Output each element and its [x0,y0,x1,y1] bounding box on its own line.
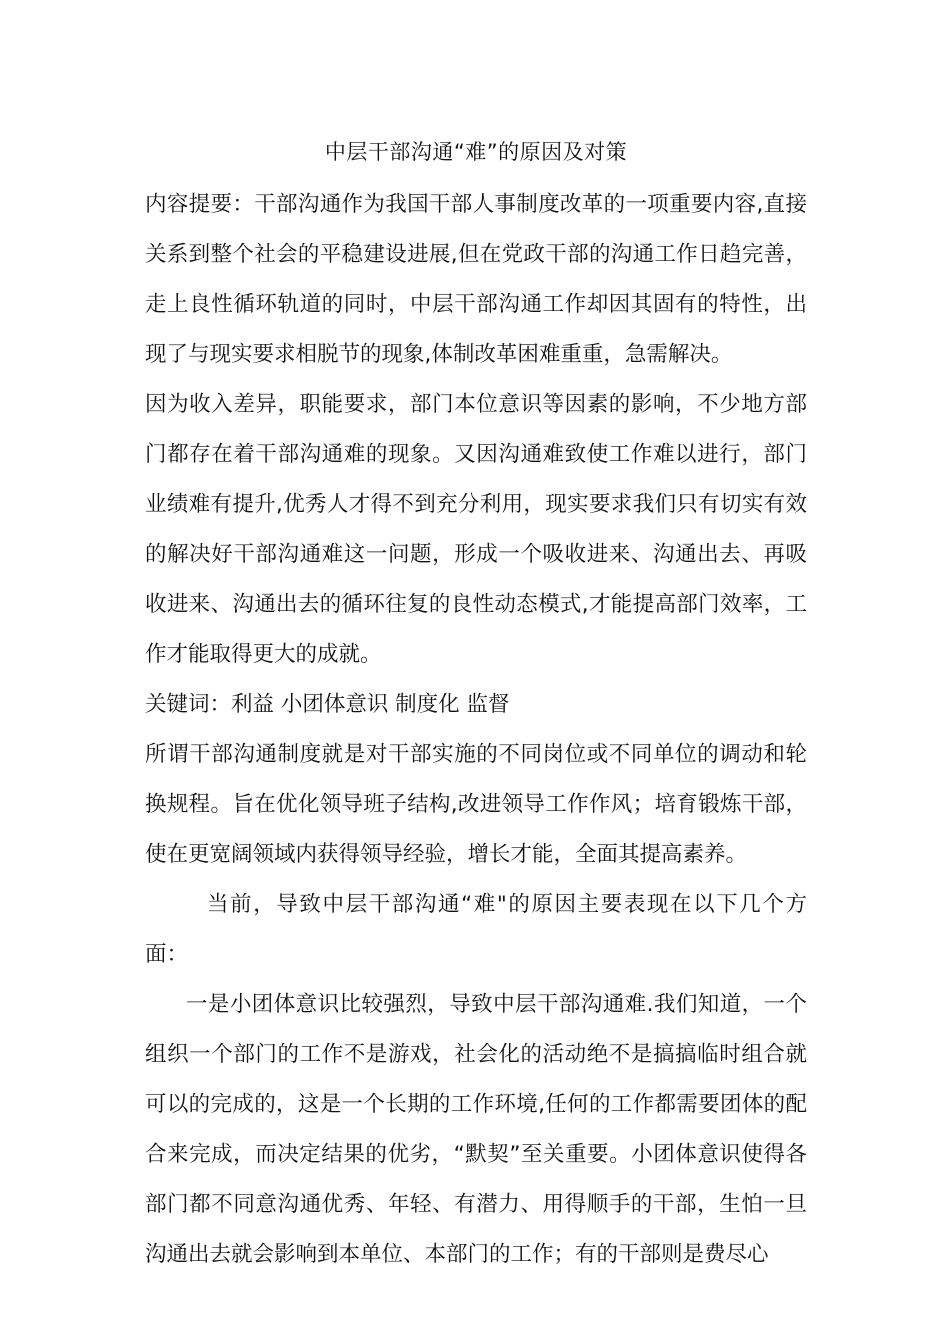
definition-paragraph: 所谓干部沟通制度就是对干部实施的不同岗位或不同单位的调动和轮换规程。旨在优化领导班子结构,改进领导工作作风；培育锻炼干部，使在更宽阔领域内获得领导经验，增长才能，全面其提高素养。 [145,742,807,867]
document-title: 中层干部沟通“难”的原因及对策 [324,140,628,164]
first-cause-paragraph: 一是小团体意识比较强烈，导致中层干部沟通难.我们知道，一个组织一个部门的工作不是游戏，社会化的活动绝不是搞搞临时组合就可以的完成的，这是一个长期的工作环境,任何的工作都需要团体的配合来完成，而决定结果的优劣，“默契”至关重要。小团体意识使得各部门都不同意沟通优秀、年轻、有潜力、用得顺手的干部，生怕一旦沟通出去就会影响到本单位、本部门的工作；有的干部则是费尽心 [145,992,807,1267]
background-paragraph: 因为收入差异，职能要求，部门本位意识等因素的影响，不少地方部门都存在着干部沟通难的现象。又因沟通难致使工作难以进行，部门业绩难有提升,优秀人才得不到充分利用，现实要求我们只有切实有效的解决好干部沟通难这一问题，形成一个吸收进来、沟通出去、再吸收进来、沟通出去的循环往复的良性动态模式,才能提高部门效率，工作才能取得更大的成就。 [145,392,807,667]
abstract-paragraph: 内容提要：干部沟通作为我国干部人事制度改革的一项重要内容,直接关系到整个社会的平稳建设进展,但在党政干部的沟通工作日趋完善，走上良性循环轨道的同时，中层干部沟通工作却因其固有的特性，出现了与现实要求相脱节的现象,体制改革困难重重，急需解决。 [145,192,807,367]
keywords-line: 关键词：利益 小团体意识 制度化 监督 [145,692,510,717]
document-body [145,132,807,1280]
causes-intro-paragraph: 当前，导致中层干部沟通“难"的原因主要表现在以下几个方面： [145,892,807,967]
